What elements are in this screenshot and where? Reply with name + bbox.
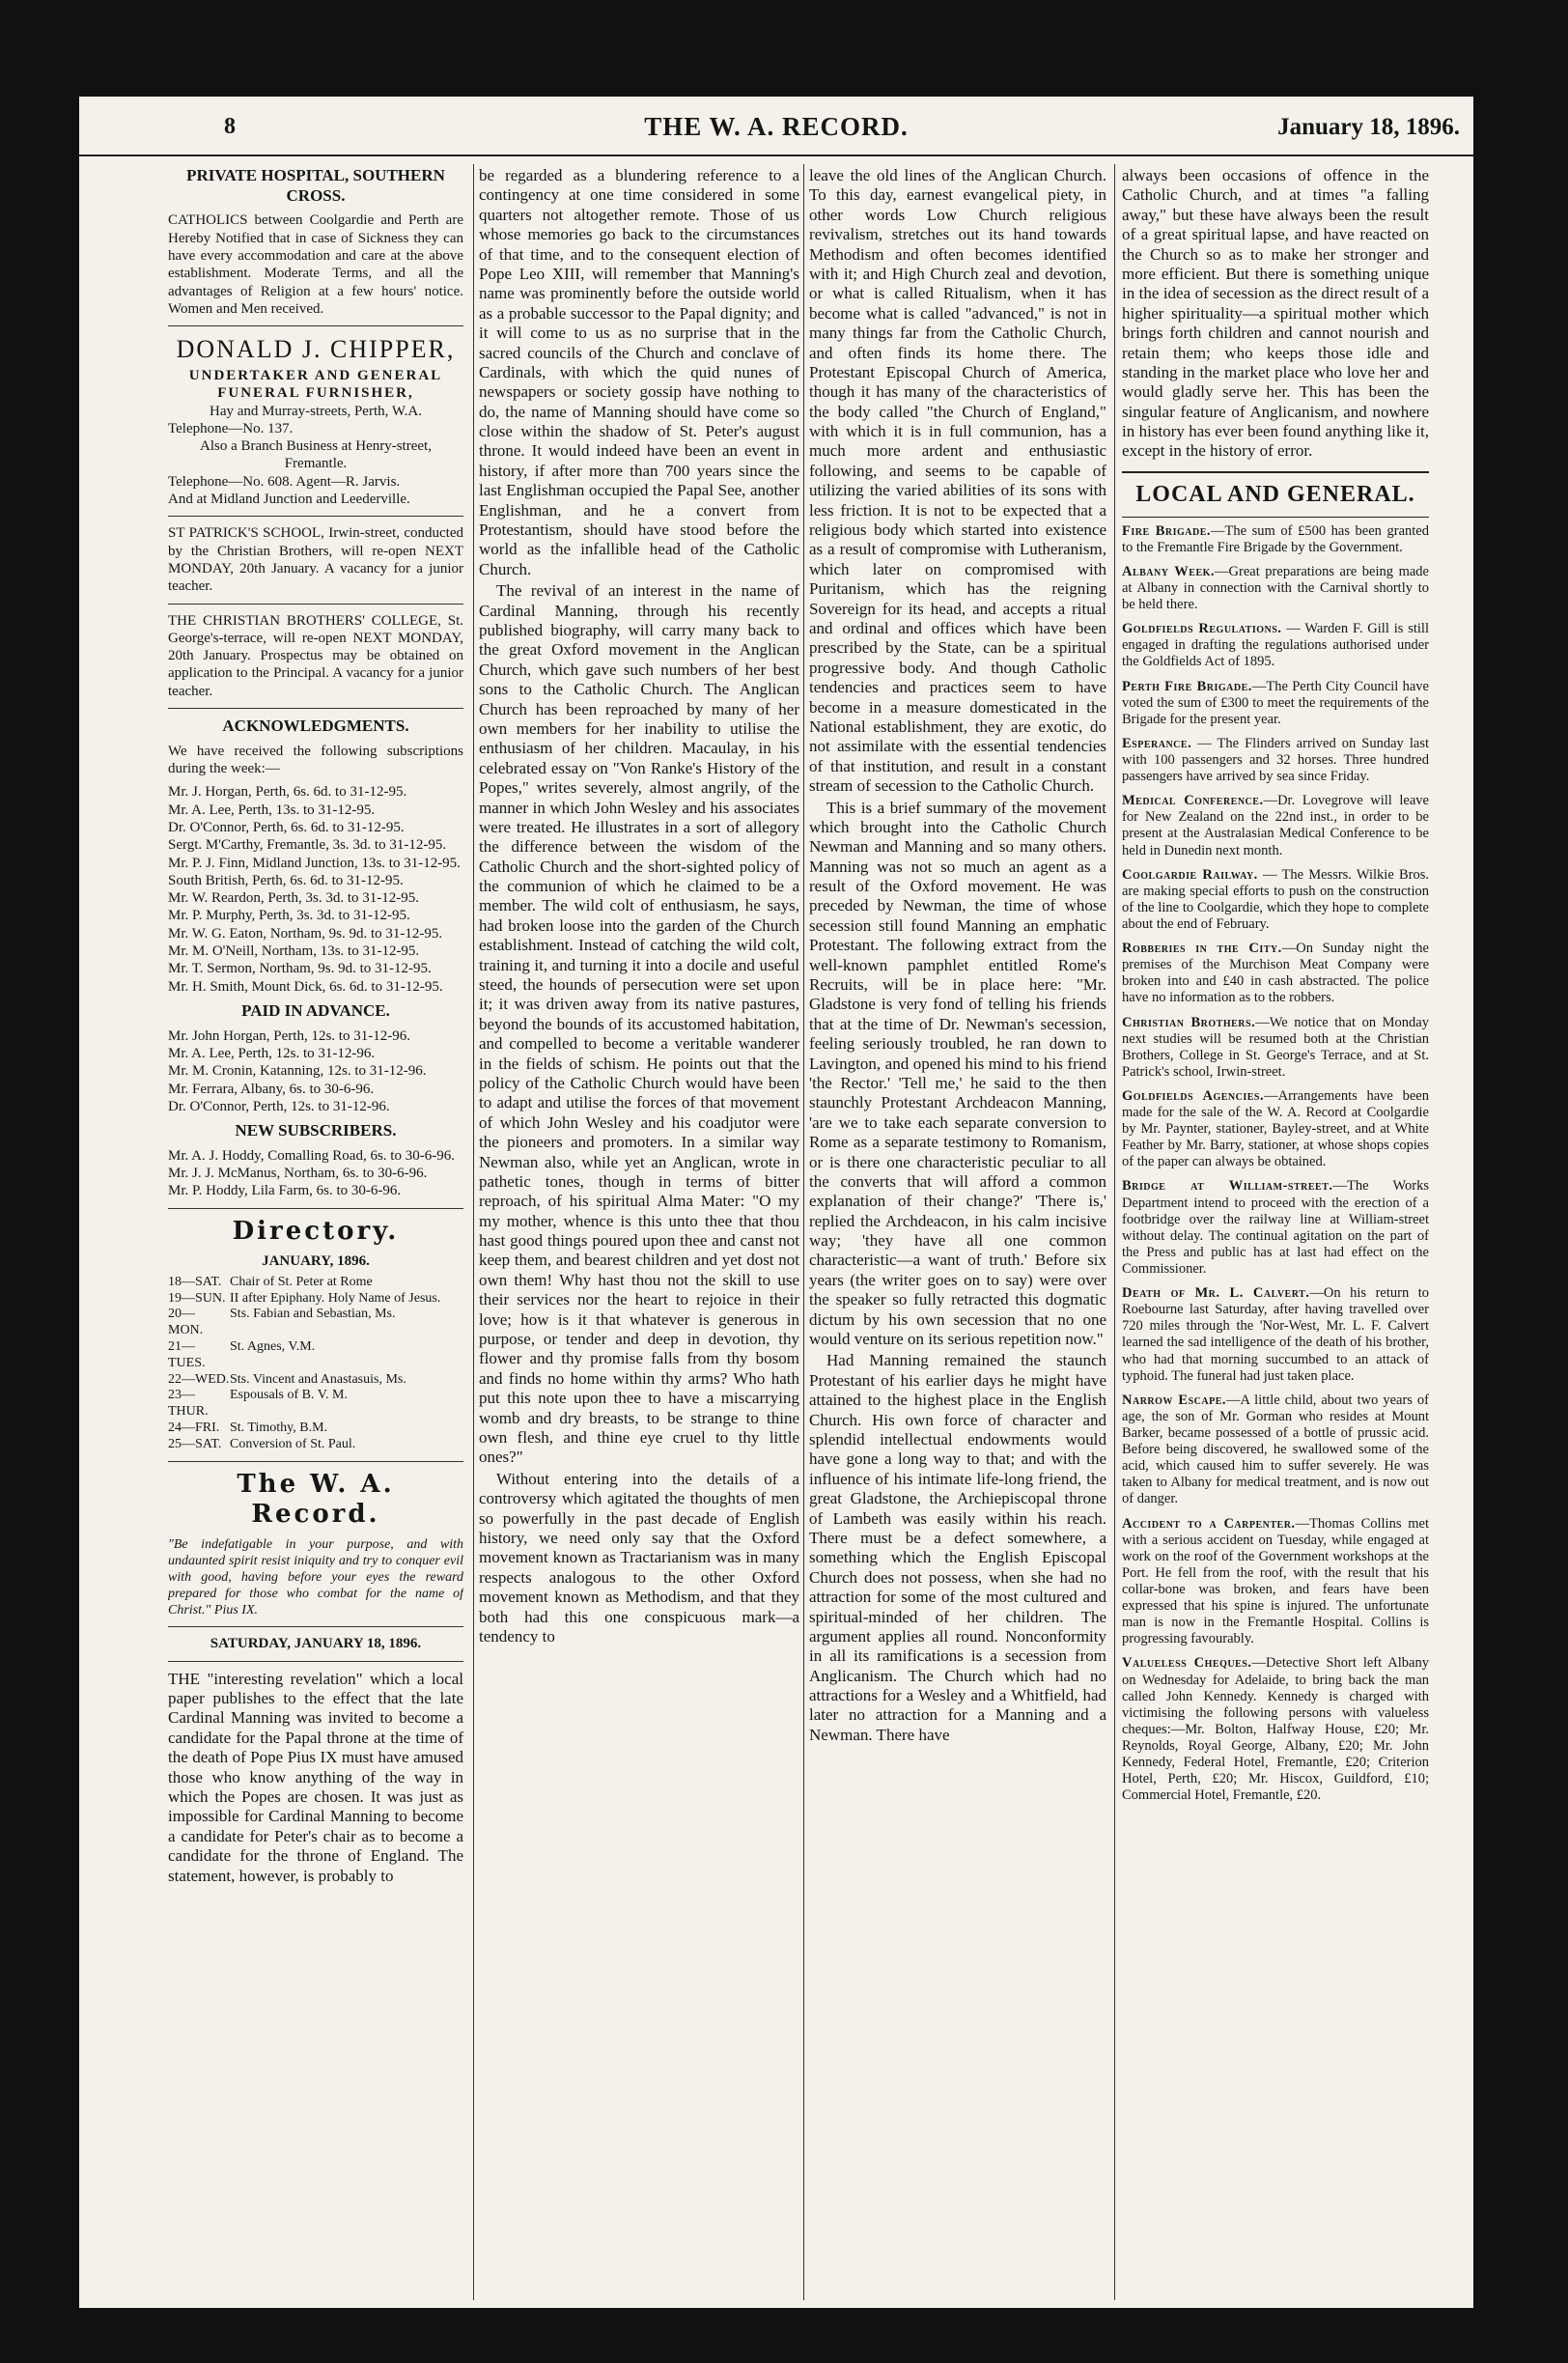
news-item [1122,679,1429,728]
record-motto: "Be indefatigable in your purpose, and with undaunted spirit resist iniquity and try to conquer evil with good, having before your eyes the reward prepared for those who combat for the name of Christ." Pius IX. [168,1536,463,1618]
divider [168,325,463,326]
acknowledgments-intro: We have received the following subscriptions during the week:— [168,743,463,777]
paid-in-advance-heading: PAID IN ADVANCE. [241,1000,390,1020]
editorial-lead: THE "interesting revelation" which a local paper publishes to the effect that the late Cardinal Manning was invited to become a candidate for the Papal throne at the time of the death of Pope Pius IX must have amused those who know anything of the way in which the Popes are chosen. It was just as impossible for Cardinal Manning to become a candidate for Peter's chair as to become a candidate for the throne of England. The statement, however, is probably to [168,1669,463,1885]
editorial-paragraph: leave the old lines of the Anglican Church. To this day, earnest evangelical piety, in other words Low Church religious revivalism, stretches out its hand towards Methodism and often becomes identified with it; and High Church zeal and devotion, or what is called Ritualism, when it has become what is called "advanced," is not in many things far from the Catholic Church, and often finds its home there. The Protestant Episcopal Church of America, though it has many of the characteristics of the body called "the Church of England," with which it is in full communion, has a much more ardent and enthusiastic following, and seems to be capable of utilizing the varied abilities of its sons with less friction. It is not to be expected that a religious body which started into existence as a result of compromise with Lutheranism, which later on compromised with Puritanism, which has the reigning Sovereign for its head, and accepts a ritual and ordinal and offices which have been prescribed by the State, can be a spiritual progressive body. And though Catholic tendencies and practices seem to have become in a measure domesticated in the National establishment, they are exotic, do not assimilate with the essential tendencies of that institution, and result in a constant stream of secession to the Catholic Church. [809,166,1106,796]
list-item: Mr. T. Sermon, Northam, 9s. 9d. to 31-12-95. [168,961,432,977]
news-text: —Dr. Lovegrove will leave for New Zealand on the 22nd inst., in order to be present at the Australasian Medical Conference to be held in Dunedin next month. [1122,793,1429,858]
news-text: —The Perth City Council have voted the sum of £300 to meet the requirements of the Brigade for the present year. [1122,678,1429,727]
news-text: —Thomas Collins met with a serious accident on Tuesday, while engaged at work on the roof of the Government workshops at the Port. He fell from the roof, with the result that his collar-bone was broken, and fears have been expressed that his spine is injured. The unfortunate man is now in the Fremantle Hospital. Collins is progressing favourably. [1122,1515,1429,1647]
list-item: Mr. Ferrara, Albany, 6s. to 30-6-96. [168,1081,375,1097]
news-item [1122,1285,1429,1385]
directory-day: 23—THUR. [168,1388,209,1420]
list-item: Mr. W. G. Eaton, Northam, 9s. 9d. to 31-12-95. [168,925,443,942]
news-text: —A little child, about two years of age, the son of Mr. Gorman who resides at Mount Barker, became possessed of a bottle of prussic acid. Before being discovered, he swallowed some of the acid, which caused him to suffer severely. He was taken to Albany for medical treatment, and is now out of danger. [1122,1392,1429,1507]
news-title: Bridge at William-street. [1122,1178,1333,1195]
news-title: Coolgardie Railway. [1122,866,1258,883]
editorial-dateline: SATURDAY, JANUARY 18, 1896. [210,1636,422,1652]
list-item: Mr. H. Smith, Mount Dick, 6s. 6d. to 31-12-95. [168,978,443,995]
news-title: Valueless Cheques. [1122,1655,1252,1672]
chipper-trade2: FUNERAL FURNISHER, [217,385,414,402]
news-title: Medical Conference. [1122,793,1264,809]
news-item [1122,941,1429,1006]
divider [168,1461,463,1462]
directory-feast: Sts. Fabian and Sebastian, Ms. [230,1307,396,1322]
masthead [79,97,1473,156]
directory-day: 21—TUES. [168,1338,206,1370]
column-rule [473,164,474,2300]
list-item: Mr. J. J. McManus, Northam, 6s. to 30-6-96. [168,1166,428,1182]
divider [168,604,463,605]
list-item: Mr. J. Horgan, Perth, 6s. 6d. to 31-12-95. [168,784,407,801]
directory-feast: St. Agnes, V.M. [230,1338,316,1354]
directory-day: 20—MON. [168,1307,204,1338]
news-text: —On his return to Roebourne last Saturday, after having travelled over 720 miles through the 'Nor-West, Mr. L. F. Calvert learned the sad intelligence of the death of his brother, who had that morning succumbed to an attack of typhoid. The funeral had just taken place. [1122,1285,1429,1384]
acknowledgments-list [168,783,463,996]
editorial-paragraph: The revival of an interest in the name of Cardinal Manning, through his recently published biography, will carry many back to the great Oxford movement in the Anglican Church, which gave such numbers of her best sons to the Catholic Church. The Anglican Church has been reproached by many of her own members for her inability to utilise the enthusiasm of her children. Macaulay, in his celebrated essay on "Von Ranke's History of the Popes," writes severely, almost angrily, of the manner in which John Wesley and his associates were treated. He illustrates in a sort of allegory the difference between the wisdom of the Catholic Church and the short-sighted policy of the communion of which he claimed to be a member. The wild colt of enthusiasm, he says, had broken loose into the garden of the Church establishment. Instead of catching the wild colt, training it, and turning it into a docile and useful steed, the hounds of persecution were set upon it; it was driven away from its native pastures, beyond the bounds of its accustomed habitation, and compelled to become a veritable wanderer in the fields of schism. He points out that the policy of the Catholic Church would have been to adapt and utilise the forces of that movement of which John Wesley and his coadjutor were the pioneers and promoters. In a similar way Newman also, while yet an Anglican, wrote in pathetic tones, though in terms of bitter reproach, of his spiritual Alma Mater: "O my my mother, whence is this unto thee that thou hast good things poured upon thee and canst not keep them, and bearest children and yet dost not own them! Why hast thou not the skill to use their services nor the heart to rejoice in their love; how is it that whatever is generous in purpose, or tender and deep in devotion, thy flower and thy promise falls from thy bosom and finds no home within thy arms? Who hath put this note upon thee to have a miscarrying womb and dry breasts, to be strange to thine own flesh, and thine eye cruel to thy little ones?" [479,581,799,1467]
page-number: 8 [224,114,236,139]
news-text: —Arrangements have been made for the sale of the W. A. Record at Coolgardie by Mr. Paynter, stationer, Bayley-street, and at White Feather by Mr. Barry, stationer, at whose shops copies of the paper can always be obtained. [1122,1087,1429,1170]
list-item: Dr. O'Connor, Perth, 12s. to 31-12-96. [168,1098,390,1114]
news-text: —The sum of £500 has been granted to the Fremantle Fire Brigade by the Government. [1122,522,1429,555]
list-item: Mr. M. O'Neill, Northam, 13s. to 31-12-95. [168,943,420,960]
hospital-notice: CATHOLICS between Coolgardie and Perth are Hereby Notified that in case of Sickness they can have every accommodation and care at the above establishment. Moderate Terms, and all the advantages of Religion at a few hours' notice. Women and Men received. [168,212,463,317]
list-item: Mr. P. Murphy, Perth, 3s. 3d. to 31-12-95. [168,908,410,924]
directory-feast: Espousals of B. V. M. [230,1388,349,1403]
editorial-paragraph: This is a brief summary of the movement which brought into the Catholic Church Newman and Manning and so many others. Manning was not so much an agent as a result of the Oxford movement. He was preceded by Newman, the time of whose secession still found Manning an emphatic Protestant. The following extract from the well-known pamphlet entitled Rome's Recruits, will be in place here: "Mr. Gladstone is very fond of telling his friends that at the time of Dr. Newman's secession, feeling seriously troubled, he ran down to Lavington, and opened his mind to his friend 'the Rector.' 'Tell me,' he said to the then staunchly Protestant Archdeacon Manning, 'are we to take each separate conversion to Rome as a separate testimony to Romanism, or is there one characteristic peculiar to all the converts that will afford a common explanation of their change?' 'There is,' replied the Archdeacon, in his calm incisive way; 'they have all one common characteristic—a want of truth.' Before six years (the writer goes on to say) were over the speaker so fully retracted this dogmatic dictum by his own secession that no one would venture on its serious repetition now." [809,798,1106,1349]
news-item [1122,867,1429,933]
news-text: —Great preparations are being made at Albany in connection with the Carnival shortly to be held there. [1122,563,1429,613]
st-patricks-notice: ST PATRICK'S SCHOOL, Irwin-street, conducted by the Christian Brothers, will re-open NEXT MONDAY, 20th January. A vacancy for a junior teacher. [168,525,463,595]
brothers-college-notice: THE CHRISTIAN BROTHERS' COLLEGE, St. George's-terrace, will re-open NEXT MONDAY, 20th January. Prospectus may be obtained on application to the Principal. A vacancy for a junior teacher. [168,612,463,699]
local-general-heading: LOCAL AND GENERAL. [1122,471,1429,518]
news-text: —Detective Short left Albany on Wednesday for Adelaide, to bring back the man called John Kennedy. Kennedy is charged with victimising the following persons with valueless cheques:—Mr. Bolton, Halfway House, £20; Mr. Reynolds, Royal George, Albany, £20; Mr. John Kennedy, Federal Hotel, Fremantle, £20; Criterion Hotel, Perth, £20; Mr. Hiscox, Guildford, £10; Commercial Hotel, Fremantle, £20. [1122,1655,1429,1804]
column-1 [168,166,463,2300]
news-title: Christian Brothers. [1122,1014,1256,1030]
chipper-branch: Also a Branch Business at Henry-street, Fremantle. [200,438,432,472]
directory-month: JANUARY, 1896. [262,1253,370,1270]
list-item: Dr. O'Connor, Perth, 6s. 6d. to 31-12-95. [168,819,405,835]
directory-feast: II after Epiphany. Holy Name of Jesus. [230,1290,441,1306]
editorial-paragraph: Had Manning remained the staunch Protestant of his earlier days he might have attained to the highest place in the English Church. His own force of character and splendid intellectual endowments would have gone a long way to that; and with the influence of his intimate life-long friend, the great Gladstone, the Archiepiscopal throne of Lambeth was easily within his reach. There must be a defect somewhere, a something which the English Episcopal Church does not possess, when she had no attraction for some of the most cultured and spiritual-minded of her children. The argument applies all round. Nonconformity in all its ramifications is a secession from Anglicanism. The Church which had no attractions for a Wesley and a Whitfield, had later no attraction for a Manning and a Newman. There have [809,1351,1106,1744]
column-3 [809,166,1106,2300]
list-item: South British, Perth, 6s. 6d. to 31-12-95. [168,872,404,888]
directory-feast: Sts. Vincent and Anastasuis, Ms. [230,1371,406,1387]
news-title: Robberies in the City. [1122,941,1282,957]
divider [168,708,463,709]
chipper-trade: UNDERTAKER AND GENERAL [188,367,443,383]
directory-heading: Directory. [232,1216,400,1246]
news-title: Albany Week. [1122,563,1216,579]
news-title: Goldfields Regulations. [1122,621,1282,637]
list-item: Mr. A. J. Hoddy, Comalling Road, 6s. to 30-6-96. [168,1147,455,1164]
divider [168,1661,463,1662]
news-text: —The Works Department intend to proceed with the erection of a footbridge over the railway line at William-street without delay. The continual agitation on the part of the Press and public has at last had effect on the Commissioner. [1122,1178,1429,1278]
news-text: — The Messrs. Wilkie Bros. are making special efforts to push on the construction of the line to Coolgardie, which they hope to complete about the end of February. [1122,866,1429,932]
chipper-name: DONALD J. CHIPPER, [176,335,456,364]
directory-feast: Conversion of St. Paul. [230,1436,356,1451]
news-item [1122,736,1429,785]
news-item [1122,1655,1429,1804]
news-item [1122,1088,1429,1171]
editorial-paragraph: always been occasions of offence in the Catholic Church, and at times "a falling away," but these have always been the result of a great spiritual lapse, and have reacted on the Church so as to make her stronger and more efficient. But there is something unique in the idea of secession as the direct result of a higher spirituality—a spiritual mother which brings forth children and cannot nourish and retain them; who keeps those idle and standing in the market place who love her and would gladly serve her. This has been the singular feature of Anglicanism, and nowhere in history has ever been found anything like it, except in the history of error. [1122,166,1429,461]
directory-day: 25—SAT. [168,1436,222,1451]
directory-list [168,1275,463,1453]
directory-day: 18—SAT. [168,1274,222,1289]
editorial-paragraph: Without entering into the details of a controversy which agitated the thoughts of men so powerfully in the past decade of English history, we need only say that the Oxford movement known as Tractarianism was in many respects analogous to the other Oxford movement known as Methodism, and that they both had this one conspicuous mark—a tendency to [479,1469,799,1646]
column-4 [1122,166,1429,2300]
news-title: Perth Fire Brigade. [1122,678,1252,694]
news-title: Goldfields Agencies. [1122,1087,1265,1104]
news-text: —We notice that on Monday next studies will be resumed both at the Christian Brothers, College in St. George's Terrace, and at St. Patrick's school, Irwin-street. [1122,1014,1429,1080]
list-item: Sergt. M'Carthy, Fremantle, 3s. 3d. to 31-12-95. [168,837,447,854]
list-item: Mr. P. Hoddy, Lila Farm, 6s. to 30-6-96. [168,1183,402,1199]
news-item [1122,523,1429,556]
directory-day: 19—SUN. [168,1290,226,1306]
news-text: — Warden F. Gill is still engaged in drafting the regulations authorised under the Goldfields Act of 1895. [1122,621,1429,670]
chipper-junction: And at Midland Junction and Leederville. [168,492,410,508]
list-item: Mr. P. J. Finn, Midland Junction, 13s. to 31-12-95. [168,855,461,871]
list-item: Mr. A. Lee, Perth, 13s. to 31-12-95. [168,802,376,818]
directory-feast: St. Timothy, B.M. [230,1420,328,1435]
column-2 [479,166,799,2300]
column-rule [1114,164,1115,2300]
news-item [1122,1178,1429,1278]
acknowledgments-heading: ACKNOWLEDGMENTS. [222,717,409,736]
hospital-heading: PRIVATE HOSPITAL, SOUTHERN CROSS. [186,166,445,205]
new-subscribers-heading: NEW SUBSCRIBERS. [235,1121,397,1140]
news-item [1122,1015,1429,1081]
column-rule [803,164,804,2300]
list-item: Mr. M. Cronin, Katanning, 12s. to 31-12-96. [168,1063,427,1080]
newspaper-page [79,97,1473,2308]
divider [168,1208,463,1209]
news-text: — The Flinders arrived on Sunday last with 100 passengers and 32 horses. Three hundred passengers have arrived by sea since Friday. [1122,735,1429,785]
issue-date: January 18, 1896. [1277,114,1460,140]
divider [168,1626,463,1627]
news-text: —On Sunday night the premises of the Murchison Meat Company were broken into and £40 in cash abstracted. The police have no information as to the robbers. [1122,941,1429,1006]
directory-feast: Chair of St. Peter at Rome [230,1274,373,1289]
news-title: Accident to a Carpenter. [1122,1515,1296,1532]
chipper-telephone: Telephone—No. 137. [168,420,294,436]
news-title: Esperance. [1122,735,1192,751]
chipper-address: Hay and Murray-streets, Perth, W.A. [210,403,422,419]
news-title: Death of Mr. L. Calvert. [1122,1285,1310,1302]
news-item [1122,1392,1429,1508]
editorial-paragraph: be regarded as a blundering reference to a contingency at one time considered in some quarters not altogether remote. Those of us whose memories go back to the circumstances of that time, and to the consequent election of Pope Leo XIII, will remember that Manning's name was prominently before the outside world as a probable successor to the Papal dignity; and it will come to us as no surprise that in the sacred councils of the Church and conclave of Cardinals, with which the quid nunes of newspapers or society gossip have nothing to do, the name of Manning should have come so close within the shadow of St. Peter's august throne. It would indeed have been an event in history, if after more than 700 years since the last Englishman occupied the Papal See, another Englishman, and he a convert from Protestantism, should have stood before the world as the infallible head of the Catholic Church. [479,166,799,578]
chipper-agent: Telephone—No. 608. Agent—R. Jarvis. [168,473,401,490]
news-title: Narrow Escape. [1122,1392,1226,1408]
list-item: Mr. A. Lee, Perth, 12s. to 31-12-96. [168,1045,376,1061]
directory-day: 24—FRI. [168,1420,220,1435]
news-item [1122,621,1429,670]
divider [168,516,463,517]
news-item [1122,564,1429,613]
news-title: Fire Brigade. [1122,522,1212,539]
newspaper-title: THE W. A. RECORD. [644,112,909,141]
news-item [1122,1516,1429,1648]
list-item: Mr. John Horgan, Perth, 12s. to 31-12-96. [168,1027,410,1044]
directory-day: 22—WED. [168,1371,230,1387]
list-item: Mr. W. Reardon, Perth, 3s. 3d. to 31-12-95. [168,890,419,907]
record-heading: The W. A. Record. [237,1469,395,1530]
news-item [1122,793,1429,858]
